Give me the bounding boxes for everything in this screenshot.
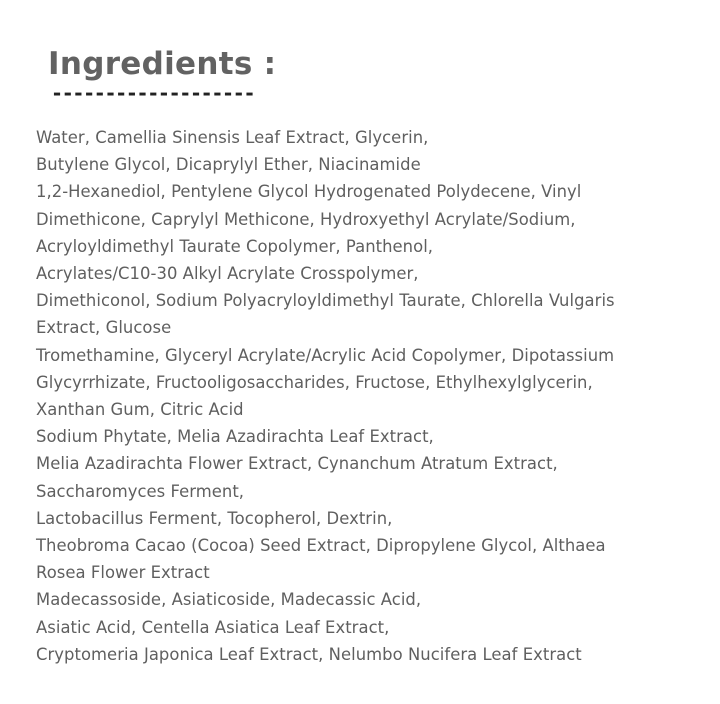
ingredient-line: Lactobacillus Ferment, Tocopherol, Dextrin, xyxy=(36,508,393,528)
ingredient-line: Butylene Glycol, Dicaprylyl Ether, Niacinamide xyxy=(36,155,421,175)
ingredients-list xyxy=(36,124,712,668)
ingredient-line: Dimethicone, Caprylyl Methicone, Hydroxyethyl Acrylate/Sodium, xyxy=(36,209,576,229)
ingredient-line: Melia Azadirachta Flower Extract, Cynanchum Atratum Extract, xyxy=(36,454,558,474)
ingredients-header xyxy=(48,44,276,106)
ingredient-line: Glycyrrhizate, Fructooligosaccharides, Fructose, Ethylhexylglycerin, xyxy=(36,372,593,392)
ingredient-line: Water, Camellia Sinensis Leaf Extract, Glycerin, xyxy=(36,128,429,147)
page-title: Ingredients : xyxy=(48,46,277,82)
ingredient-line: Madecassoside, Asiaticoside, Madecassic Acid, xyxy=(36,590,422,610)
ingredient-line: Acrylates/C10-30 Alkyl Acrylate Crosspolymer, xyxy=(36,264,419,284)
ingredient-line: Sodium Phytate, Melia Azadirachta Leaf Extract, xyxy=(36,427,434,447)
ingredient-line: Extract, Glucose xyxy=(36,318,172,338)
ingredient-line: Saccharomyces Ferment, xyxy=(36,481,245,501)
ingredient-line: Theobroma Cacao (Cocoa) Seed Extract, Dipropylene Glycol, Althaea xyxy=(36,536,606,556)
ingredient-line: Xanthan Gum, Citric Acid xyxy=(36,400,244,420)
ingredient-line: 1,2-Hexanediol, Pentylene Glycol Hydrogenated Polydecene, Vinyl xyxy=(36,182,582,202)
ingredient-line: Dimethiconol, Sodium Polyacryloyldimethyl Taurate, Chlorella Vulgaris xyxy=(36,291,615,311)
title-dashed-divider: ------------------- xyxy=(51,81,255,105)
ingredient-line: Asiatic Acid, Centella Asiatica Leaf Extract, xyxy=(36,617,390,637)
ingredient-line: Rosea Flower Extract xyxy=(36,563,210,583)
ingredient-line: Cryptomeria Japonica Leaf Extract, Nelumbo Nucifera Leaf Extract xyxy=(36,644,582,664)
ingredient-line: Tromethamine, Glyceryl Acrylate/Acrylic Acid Copolymer, Dipotassium xyxy=(36,345,615,365)
ingredient-line: Acryloyldimethyl Taurate Copolymer, Panthenol, xyxy=(36,236,434,256)
